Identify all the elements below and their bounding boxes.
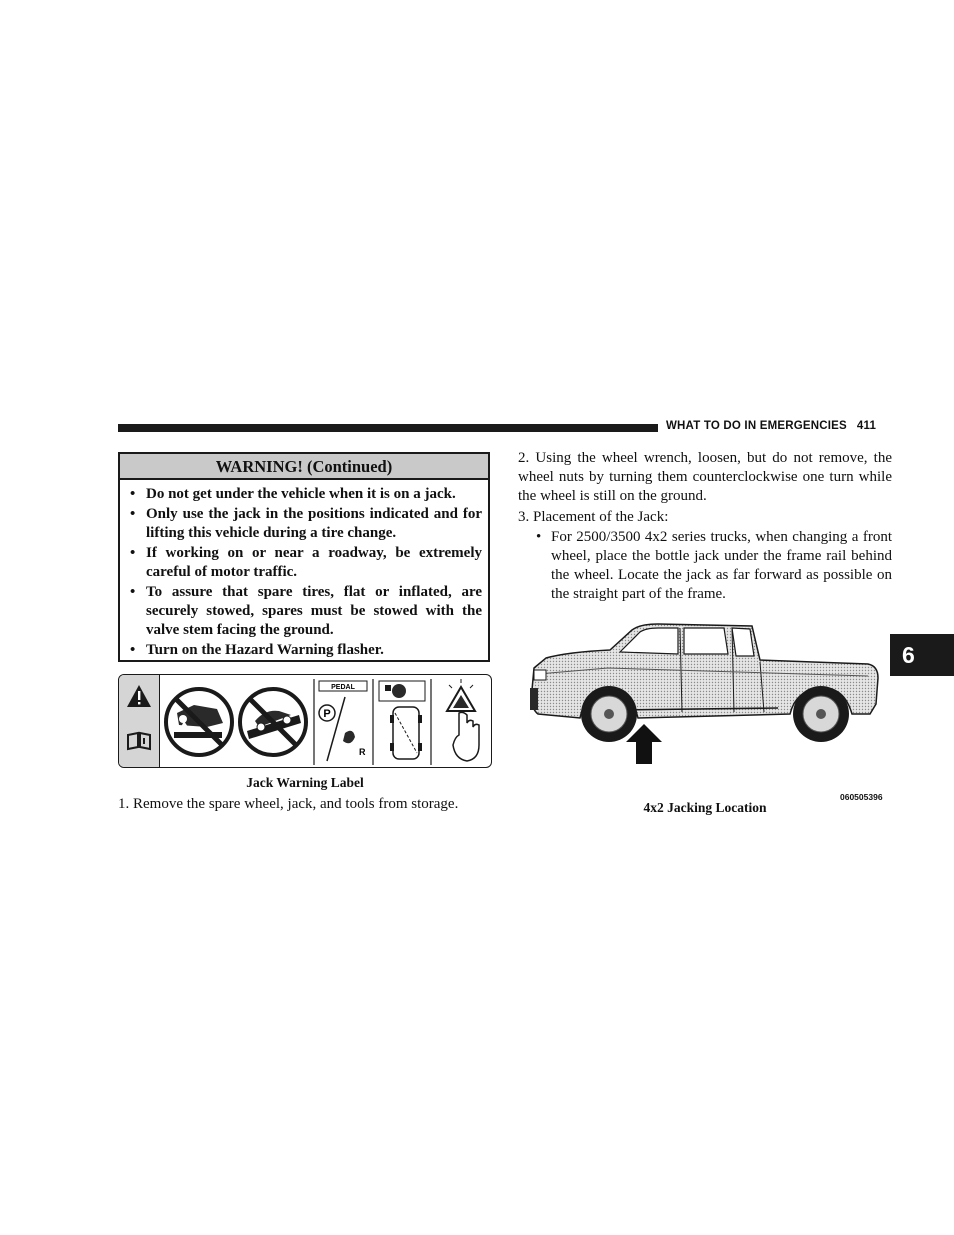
truck-figure-caption: 4x2 Jacking Location (643, 800, 767, 815)
section-title: WHAT TO DO IN EMERGENCIES (666, 420, 847, 432)
running-header (666, 420, 876, 432)
manual-book-icon (128, 733, 150, 749)
rear-wheel (793, 686, 849, 742)
front-wheel (581, 686, 637, 742)
figure-code: 060505396 (840, 792, 883, 802)
step-3-bullet-text: For 2500/3500 4x2 series trucks, when changing a front wheel, place the bottle jack under the frame rail behind the wheel. Locate the jack as far forward as possible on the straight part of the frame. (551, 529, 892, 602)
warning-item: • Only use the jack in the positions indicated and for lifting this vehicle during a tire change. (128, 505, 482, 543)
page-number: 411 (856, 420, 877, 432)
warning-list (120, 480, 488, 660)
header-rule (118, 424, 658, 432)
warning-box (118, 452, 490, 662)
step-3-bullet (536, 528, 892, 604)
step-1: 1. Remove the spare wheel, jack, and tools from storage. (118, 796, 459, 812)
truck-illustration (528, 618, 884, 768)
park-brake-icon (319, 681, 367, 761)
jack-warning-label (118, 674, 492, 768)
warning-item: • If working on or near a roadway, be extremely careful of motor traffic. (128, 544, 482, 582)
warning-item: • Do not get under the vehicle when it is on a jack. (128, 485, 482, 504)
warning-item: • To assure that spare tires, flat or inflated, are securely stowed, spares must be stowed with the valve stem facing the ground. (128, 583, 482, 640)
chapter-tab: 6 (890, 634, 954, 676)
no-jack-on-slope-icon (240, 689, 306, 755)
pedal-text: PEDAL (331, 684, 355, 691)
step-2: 2. Using the wheel wrench, loosen, but do not remove, the wheel nuts by turning them counterclockwise one turn while the wheel is still on the ground. (518, 450, 892, 504)
step-3: 3. Placement of the Jack: (518, 509, 669, 525)
park-letter: P (323, 708, 331, 720)
warning-item: • Turn on the Hazard Warning flasher. (128, 641, 482, 660)
jack-label-caption: Jack Warning Label (246, 775, 364, 790)
hazard-flasher-icon (447, 679, 479, 761)
bullet: • (536, 529, 542, 545)
label-pictograms (119, 675, 492, 768)
no-person-under-vehicle-icon (166, 689, 232, 755)
reverse-letter: R (359, 747, 366, 757)
jack-position-diagram-icon (379, 681, 425, 759)
warning-title: WARNING! (Continued) (120, 454, 488, 480)
truck-window (732, 628, 754, 656)
warning-triangle-icon (127, 685, 151, 707)
truck-window (684, 628, 728, 654)
